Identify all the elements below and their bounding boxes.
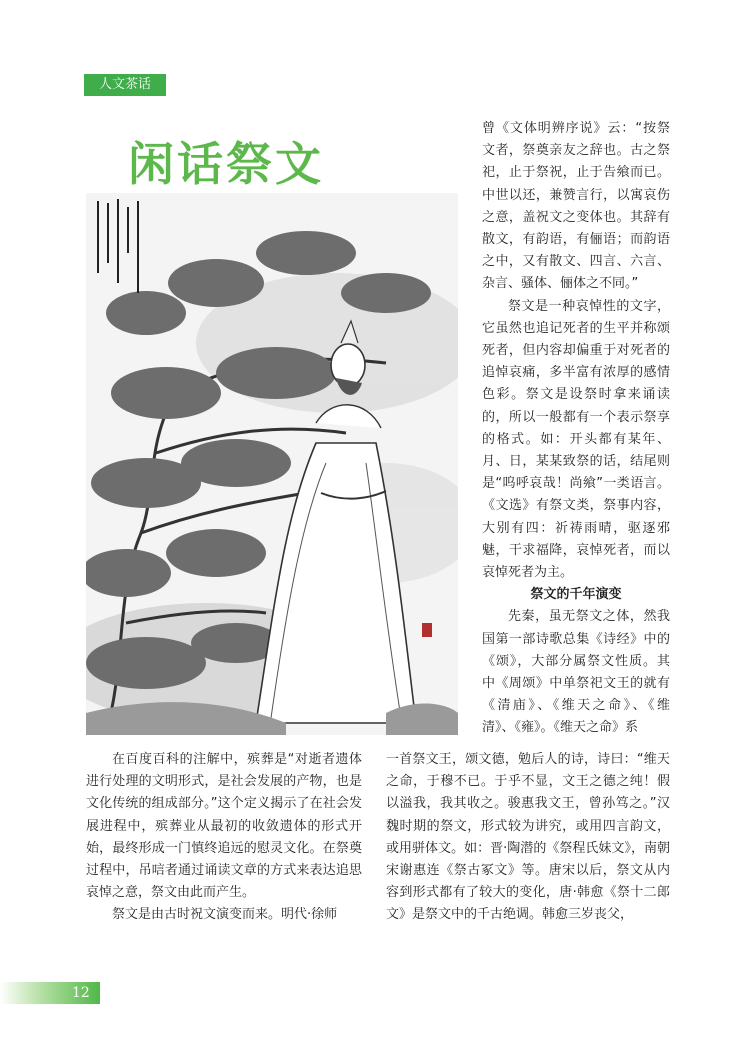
article-title: 闲话祭文 <box>128 137 324 191</box>
right-paragraph-3: 先秦，虽无祭文之体，然我国第一部诗歌总集《诗经》中的《颂》，大部分属祭文性质。其中《周颂》中单祭祀文王的就有《清庙》、《维天之命》、《维清》、《雍》。《维天之命》系 <box>482 609 670 736</box>
right-paragraph-2: 祭文是一种哀悼性的文字，它虽然也追记死者的生平并称颂死者，但内容却偏重于对死者的追悼哀痛，多半富有浓厚的感情色彩。祭文是设祭时拿来诵读的，所以一般都有一个表示祭享的格式。如：开头都有某年、月、日，某某致祭的话，结尾则是“呜呼哀哉！尚飨”一类语言。《文选》有祭文类，祭事内容，大别有四：祈祷雨晴，驱逐邪魅，干求福降，哀悼死者，而以哀悼死者为主。 <box>482 298 670 581</box>
page-number: 12 <box>72 985 90 1001</box>
painter-seal <box>422 623 432 637</box>
section-subheading: 祭文的千年演变 <box>530 587 622 603</box>
middle-paragraph: 一首祭文王，颂文德，勉后人的诗，诗曰：“维天之命，于穆不已。于乎不显，文王之德之纯！假以溢我，我其收之。骏惠我文王，曾孙笃之。”汉魏时期的祭文，形式较为讲究，或用四言韵文，或用骈体文。如：晋·陶潜的《祭程氏妹文》，南朝宋谢惠连《祭古冢文》等。唐宋以后，祭文从内容到形式都有了较大的变化，唐·韩愈《祭十二郎文》是祭文中的千古绝调。韩愈三岁丧父， <box>386 752 670 923</box>
right-paragraph-1: 曾《文体明辨序说》云：“按祭文者，祭奠亲友之辞也。古之祭祀，止于祭祝，止于告飨而已。中世以还，兼赞言行，以寓哀伤之意，盖祝文之变体也。其辞有散文，有韵语，有俪语；而韵语之中，又有散文、四言、六言、杂言、骚体、俪体之不同。” <box>482 121 670 292</box>
middle-bottom-column <box>386 749 670 927</box>
left-bottom-column <box>86 749 362 927</box>
right-column <box>482 118 670 740</box>
left-paragraph-2: 祭文是由古时祝文演变而来。明代·徐师 <box>112 907 338 923</box>
ink-painting-illustration <box>86 193 458 735</box>
left-paragraph-1: 在百度百科的注解中，殡葬是“对逝者遗体进行处理的文明形式，是社会发展的产物，也是文化传统的组成部分。”这个定义揭示了在社会发展进程中，殡葬业从最初的收敛遗体的形式开始，最终形成一门慎终追远的慰灵文化。在祭奠过程中，吊唁者通过诵读文章的方式来表达追思哀悼之意，祭文由此而产生。 <box>86 752 362 901</box>
section-tag: 人文茶话 <box>84 74 166 96</box>
